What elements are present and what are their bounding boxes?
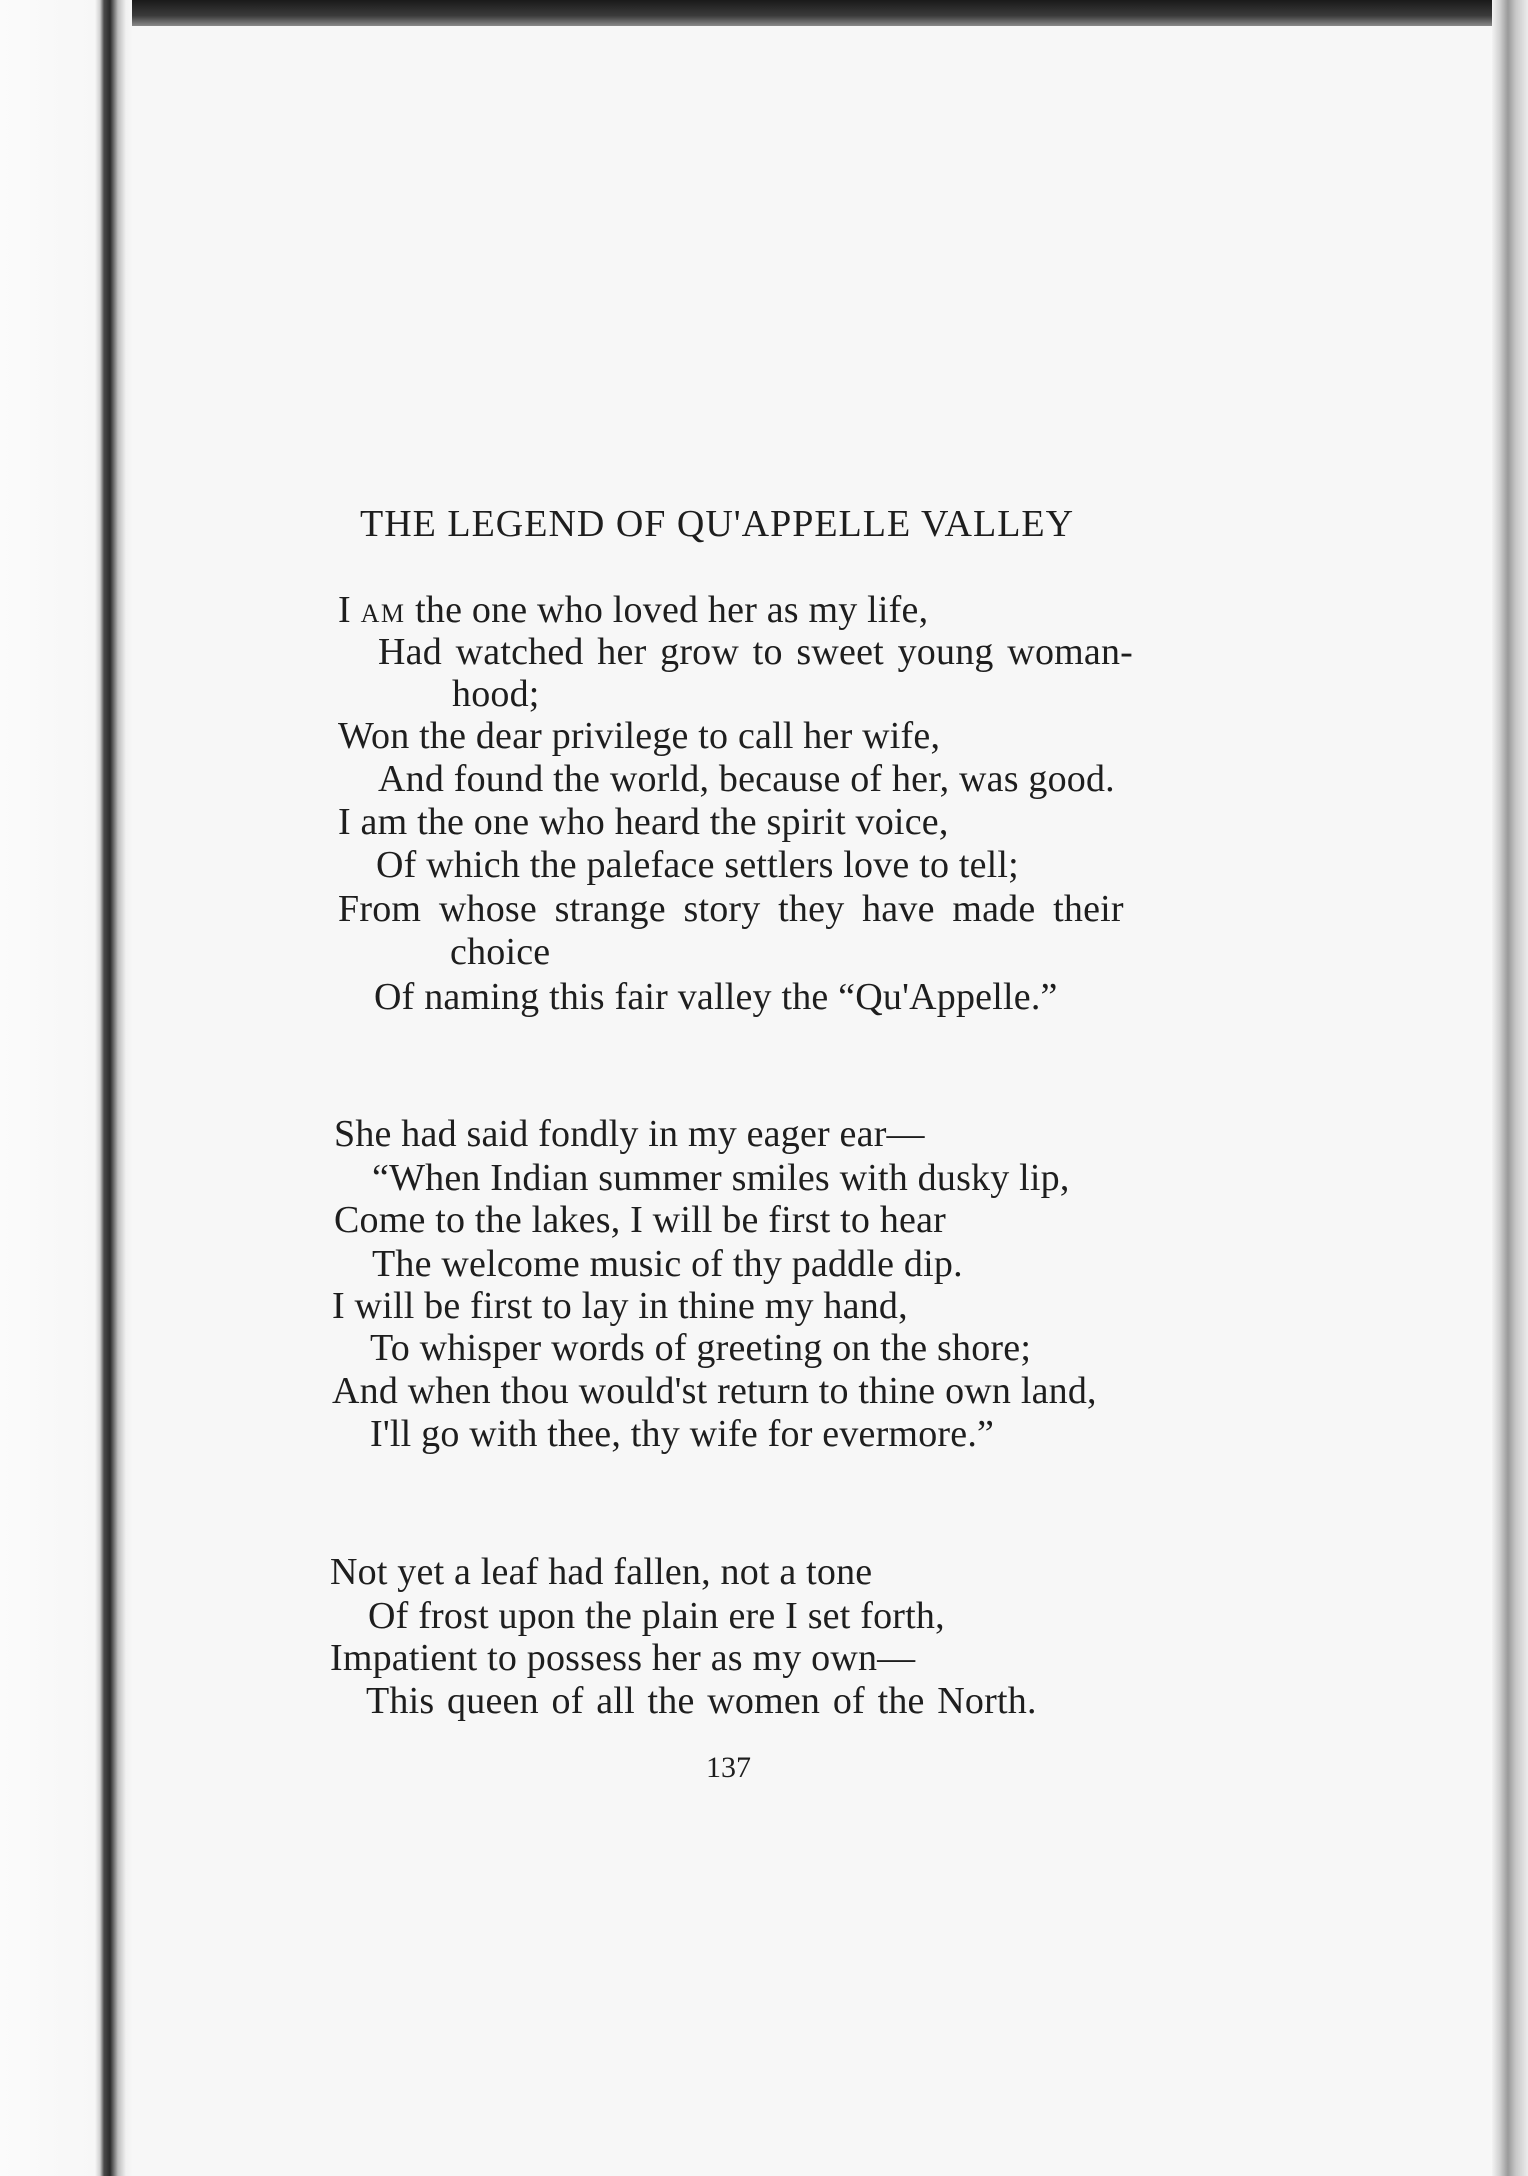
poem-title: THE LEGEND OF QU'APPELLE VALLEY [360, 503, 1075, 545]
poem-line: From whose strange story they have made their [338, 888, 1124, 930]
poem-line: To whisper words of greeting on the shore; [370, 1327, 1032, 1369]
book-spine-edge [0, 0, 132, 2176]
poem-line [338, 588, 928, 636]
poem-line: Impatient to possess her as my own— [330, 1637, 916, 1679]
first-line-rest: the one who loved her as my life, [405, 589, 929, 631]
poem-line: Of naming this fair valley the “Qu'Appelle.” [374, 976, 1058, 1018]
poem-line: Of which the paleface settlers love to tell; [376, 844, 1019, 886]
poem-line: This queen of all the women of the North. [366, 1680, 1037, 1722]
poem-line: I'll go with thee, thy wife for evermore.” [370, 1413, 995, 1455]
poem-line: Not yet a leaf had fallen, not a tone [330, 1551, 873, 1593]
poem-line: The welcome music of thy paddle dip. [372, 1243, 963, 1285]
top-scan-edge [0, 0, 1528, 26]
poem-line: I will be first to lay in thine my hand, [332, 1285, 908, 1327]
poem-line: Come to the lakes, I will be first to hear [334, 1199, 947, 1241]
poem-line: I am the one who heard the spirit voice, [338, 801, 949, 843]
poem-line: And when thou would'st return to thine own land, [332, 1370, 1097, 1412]
small-caps-word: AM [360, 599, 406, 628]
book-page [132, 26, 1492, 2176]
page-number: 137 [706, 1751, 751, 1784]
poem-line: Of frost upon the plain ere I set forth, [368, 1595, 945, 1637]
poem-line: choice [450, 931, 551, 973]
poem-line: She had said fondly in my eager ear— [334, 1113, 925, 1155]
poem-line: “When Indian summer smiles with dusky lip, [372, 1157, 1070, 1199]
first-word: I [338, 589, 361, 631]
poem-line: Won the dear privilege to call her wife, [338, 715, 941, 757]
page-fore-edge [1492, 0, 1528, 2176]
poem-line: Had watched her grow to sweet young woman- [378, 631, 1134, 673]
poem-line: And found the world, because of her, was good. [378, 758, 1115, 800]
poem-line: hood; [452, 673, 540, 715]
